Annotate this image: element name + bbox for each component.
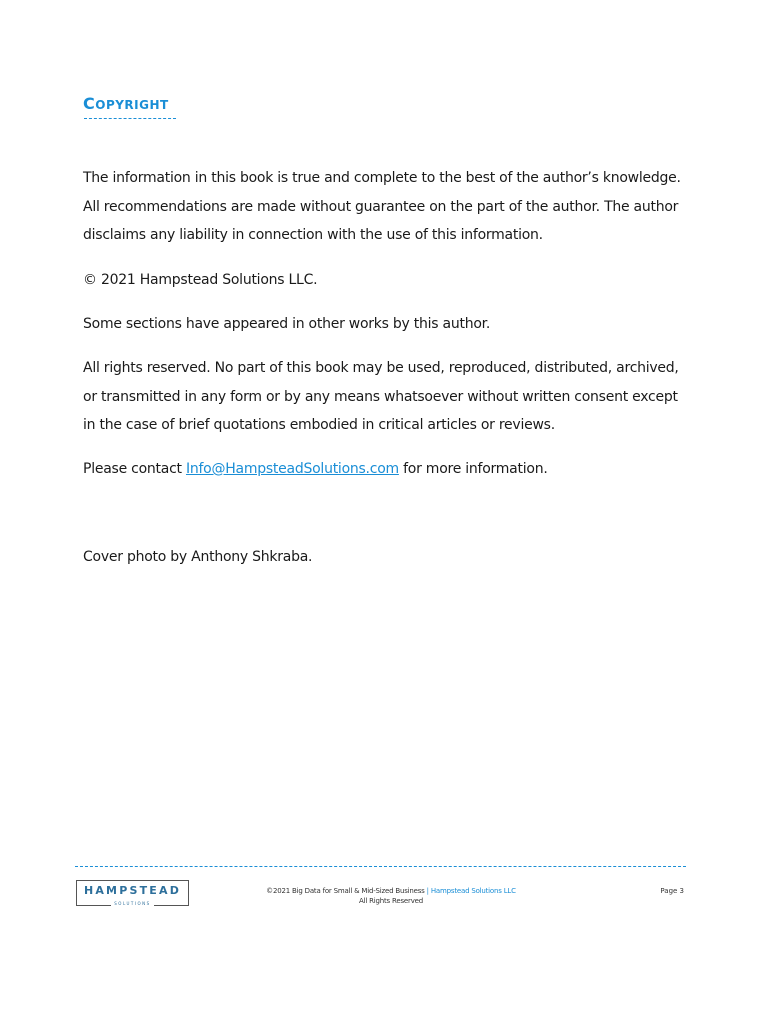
footer-divider [75, 866, 686, 867]
contact-text-after: for more information. [398, 461, 548, 477]
logo-subtitle-text: SOLUTIONS [111, 901, 153, 906]
copyright-line: © 2021 Hampstead Solutions LLC. [83, 272, 318, 288]
footer-book-title: ©2021 Big Data for Small & Mid-Sized Business [266, 887, 425, 895]
footer-rights: All Rights Reserved [359, 897, 423, 905]
hampstead-logo [76, 880, 189, 906]
contact-text-before: Please contact [83, 461, 186, 477]
logo-wordmark: HAMPSTEAD [83, 884, 182, 897]
contact-email-link[interactable]: Info@HampsteadSolutions.com [185, 461, 399, 477]
contact-paragraph [83, 455, 693, 484]
heading-underline [84, 118, 176, 119]
logo-subtitle [77, 901, 188, 906]
footer-line-1 [230, 886, 552, 896]
page-number: Page 3 [660, 887, 684, 895]
disclaimer-paragraph: The information in this book is true and complete to the best of the author’s knowledge. All recommendations are made without guarantee on the part of the author. The author disclaims any liability in connection with the use of this information. [83, 170, 681, 243]
heading-initial: C [83, 94, 96, 113]
footer-separator: | [424, 887, 431, 895]
footer-company: Hampstead Solutions LLC [430, 887, 516, 895]
footer-info [230, 886, 552, 906]
prior-publication-note: Some sections have appeared in other works by this author. [83, 316, 491, 332]
section-heading [83, 94, 169, 113]
heading-rest: OPYRIGHT [95, 98, 169, 112]
cover-photo-credit: Cover photo by Anthony Shkraba. [83, 549, 313, 565]
rights-reserved-paragraph: All rights reserved. No part of this book may be used, reproduced, distributed, archived, or transmitted in any form or by any means whatsoever without written consent except in the case of brief quotations embodied in critical articles or reviews. [83, 360, 679, 433]
